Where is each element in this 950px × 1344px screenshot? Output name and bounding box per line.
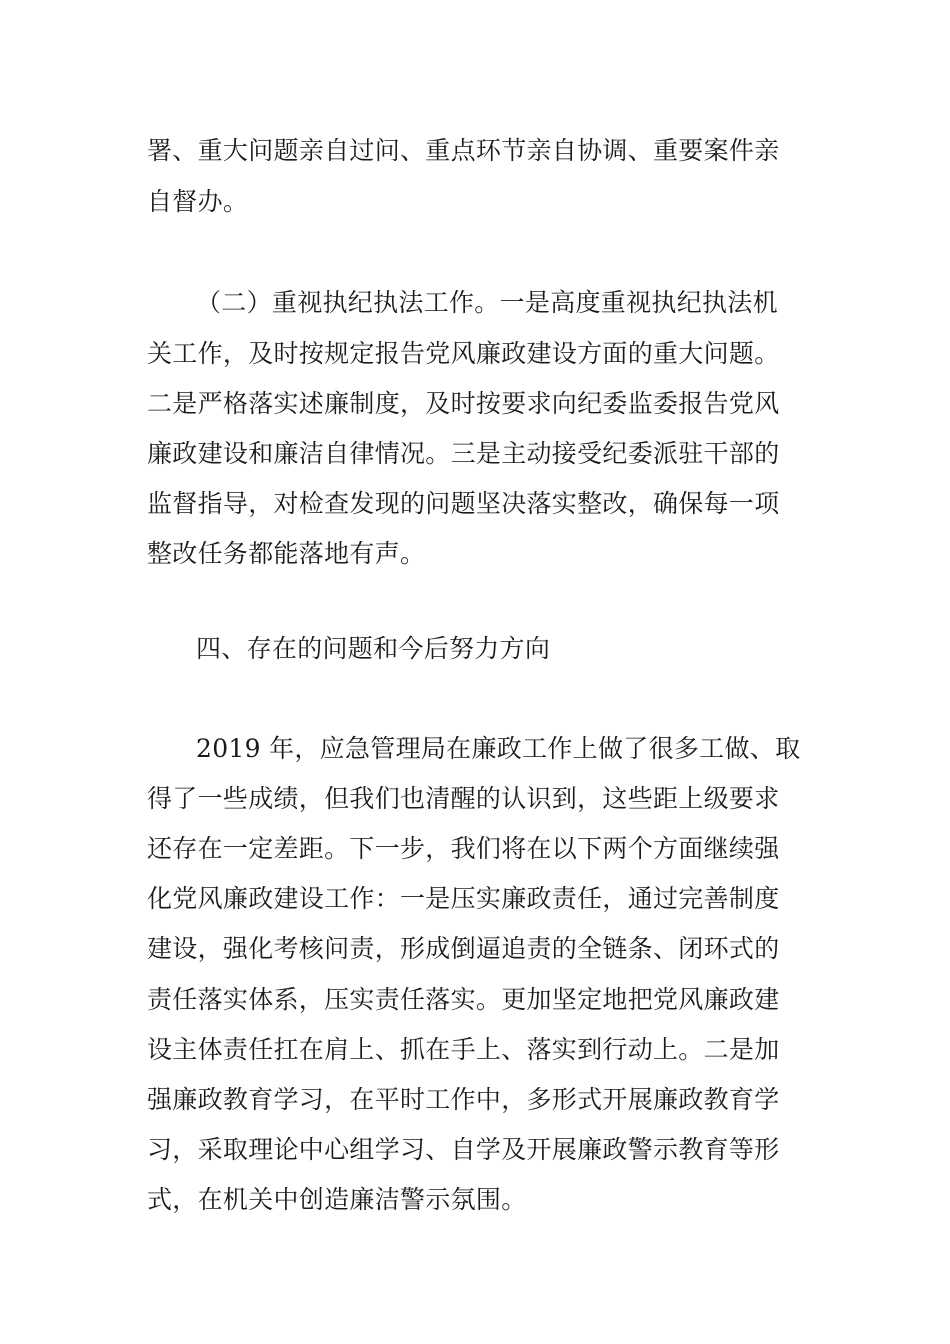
paragraph-line: 署、重大问题亲自过问、重点环节亲自协调、重要案件亲 bbox=[147, 136, 780, 165]
paragraph-line: （二）重视执纪执法工作。一是高度重视执纪执法机 bbox=[196, 288, 778, 317]
paragraph-line: 廉政建设和廉洁自律情况。三是主动接受纪委派驻干部的 bbox=[147, 439, 780, 468]
paragraph-line: 责任落实体系，压实责任落实。更加坚定地把党风廉政建 bbox=[147, 985, 780, 1014]
paragraph-line: 设主体责任扛在肩上、抓在手上、落实到行动上。二是加 bbox=[147, 1035, 780, 1064]
paragraph-line: 式，在机关中创造廉洁警示氛围。 bbox=[147, 1185, 527, 1214]
paragraph-line: 化党风廉政建设工作：一是压实廉政责任，通过完善制度 bbox=[147, 884, 780, 913]
paragraph-line: 整改任务都能落地有声。 bbox=[147, 539, 426, 568]
paragraph-line: 建设，强化考核问责，形成倒逼追责的全链条、闭环式的 bbox=[147, 934, 780, 963]
paragraph-line: 关工作，及时按规定报告党风廉政建设方面的重大问题。 bbox=[147, 339, 780, 368]
paragraph-line: 还存在一定差距。下一步，我们将在以下两个方面继续强 bbox=[147, 834, 780, 863]
paragraph-line: 自督办。 bbox=[147, 187, 249, 216]
paragraph-line: 2019 年，应急管理局在廉政工作上做了很多工做、取 bbox=[196, 734, 801, 763]
paragraph-line: 习，采取理论中心组学习、自学及开展廉政警示教育等形 bbox=[147, 1135, 780, 1164]
paragraph-line: 得了一些成绩，但我们也清醒的认识到，这些距上级要求 bbox=[147, 784, 780, 813]
section-heading: 四、存在的问题和今后努力方向 bbox=[196, 634, 551, 663]
paragraph-line: 二是严格落实述廉制度，及时按要求向纪委监委报告党风 bbox=[147, 389, 780, 418]
paragraph-line: 监督指导，对检查发现的问题坚决落实整改，确保每一项 bbox=[147, 489, 780, 518]
paragraph-line: 强廉政教育学习，在平时工作中，多形式开展廉政教育学 bbox=[147, 1085, 780, 1114]
